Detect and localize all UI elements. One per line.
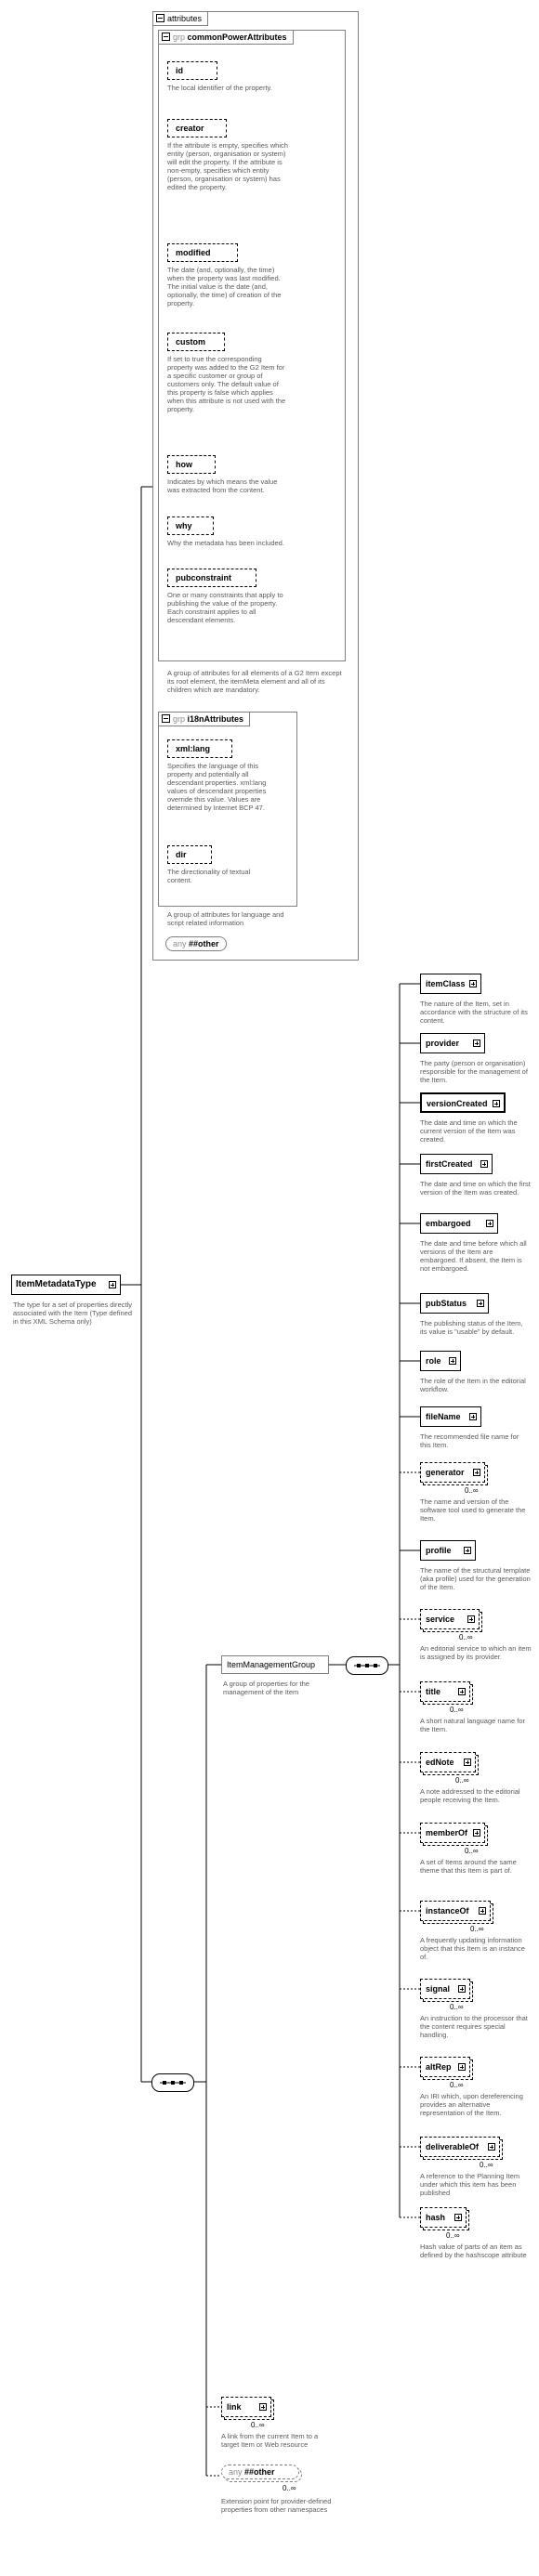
element-name: signal bbox=[426, 1984, 451, 1994]
group-name: ItemManagementGroup bbox=[227, 1660, 316, 1669]
element-signal[interactable] bbox=[420, 1979, 470, 1999]
element-name: versionCreated bbox=[427, 1099, 488, 1108]
sequence-icon bbox=[347, 1657, 388, 1674]
group-name: i18nAttributes bbox=[187, 714, 244, 724]
attribute-modified[interactable] bbox=[167, 243, 238, 262]
element-service[interactable] bbox=[420, 1609, 480, 1629]
occurrence-label: 0..∞ bbox=[455, 1776, 469, 1785]
item-management-group[interactable] bbox=[221, 1655, 329, 1674]
element-description: A reference to the Planning Item under which this item has been published bbox=[420, 2172, 520, 2197]
attribute-description: The date (and, optionally, the time) when the property was last modified. The initial value is the date (and, optionally, the time) of creation of the property. bbox=[167, 266, 282, 307]
expand-icon[interactable] bbox=[259, 2403, 267, 2411]
any-name: ##other bbox=[189, 939, 219, 948]
any-attribute[interactable] bbox=[165, 936, 227, 951]
element-memberOf[interactable] bbox=[420, 1823, 485, 1843]
expand-icon[interactable] bbox=[458, 1688, 466, 1695]
collapse-icon[interactable] bbox=[162, 33, 170, 41]
element-description: A link from the current Item to a target Item or Web resource bbox=[221, 2432, 319, 2449]
element-name: pubStatus bbox=[426, 1299, 467, 1308]
element-hash[interactable] bbox=[420, 2207, 467, 2228]
element-description: The date and time on which the current version of the Item was created. bbox=[420, 1118, 518, 1144]
occurrence-label: 0..∞ bbox=[251, 2421, 265, 2429]
occurrence-label: 0..∞ bbox=[283, 2484, 296, 2492]
element-name: provider bbox=[426, 1039, 460, 1048]
element-altRep[interactable] bbox=[420, 2057, 470, 2077]
element-description: The recommended file name for this Item. bbox=[420, 1432, 519, 1449]
occurrence-label: 0..∞ bbox=[450, 1706, 464, 1714]
element-name: hash bbox=[426, 2213, 446, 2222]
occurrence-label: 0..∞ bbox=[480, 2161, 493, 2169]
expand-icon[interactable] bbox=[469, 980, 477, 987]
group-prefix: grp bbox=[173, 33, 186, 42]
element-name: fileName bbox=[426, 1412, 461, 1421]
any-name: ##other bbox=[244, 2467, 275, 2477]
element-name: embargoed bbox=[426, 1219, 471, 1228]
expand-icon[interactable] bbox=[486, 1220, 493, 1227]
occurrence-label: 0..∞ bbox=[459, 1633, 473, 1641]
expand-icon[interactable] bbox=[473, 1040, 480, 1047]
expand-icon[interactable] bbox=[467, 1615, 475, 1623]
element-edNote[interactable] bbox=[420, 1752, 476, 1772]
collapse-icon[interactable] bbox=[156, 14, 164, 22]
element-description: A short natural language name for the Item. bbox=[420, 1717, 525, 1733]
element-description: The publishing status of the Item, its value is "usable" by default. bbox=[420, 1319, 523, 1336]
element-description: Extension point for provider-defined properties from other namespaces bbox=[221, 2497, 332, 2514]
attribute-description: If the attribute is empty, specifies which entity (person, organisation or system) will edit the property. If the attribute is non-empty, specifies which entity (person, organisation or system) has edited the property. bbox=[167, 141, 288, 191]
any-prefix: any bbox=[173, 939, 187, 948]
element-name: link bbox=[227, 2402, 242, 2412]
attribute-why[interactable] bbox=[167, 517, 214, 535]
element-name: instanceOf bbox=[426, 1906, 469, 1916]
element-versionCreated[interactable] bbox=[420, 1092, 506, 1113]
element-description: The date and time before which all versions of the Item are embargoed. If absent, the Item is not embargoed. bbox=[420, 1239, 527, 1273]
expand-icon[interactable] bbox=[480, 1160, 488, 1168]
element-itemClass[interactable] bbox=[420, 974, 481, 994]
element-name: deliverableOf bbox=[426, 2142, 480, 2151]
attribute-name: xml:lang bbox=[176, 744, 211, 753]
element-deliverableOf[interactable] bbox=[420, 2137, 500, 2157]
occurrence-label: 0..∞ bbox=[465, 1486, 479, 1495]
element-firstCreated[interactable] bbox=[420, 1154, 493, 1174]
expand-icon[interactable] bbox=[488, 2143, 495, 2151]
sequence-compositor[interactable] bbox=[151, 2073, 194, 2092]
element-title[interactable] bbox=[420, 1681, 470, 1702]
element-name: altRep bbox=[426, 2062, 452, 2072]
element-description: The nature of the Item, set in accordance with the structure of its content. bbox=[420, 1000, 528, 1025]
element-embargoed[interactable] bbox=[420, 1213, 498, 1234]
element-description: The date and time on which the first version of the Item was created. bbox=[420, 1180, 531, 1196]
element-pubStatus[interactable] bbox=[420, 1293, 489, 1314]
element-description: Hash value of parts of an item as defined by the hashscope attribute bbox=[420, 2243, 527, 2259]
occurrence-label: 0..∞ bbox=[450, 2003, 464, 2011]
element-description: An editorial service to which an item is assigned by its provider. bbox=[420, 1644, 532, 1661]
element-description: A set of Items around the same theme that this Item is part of. bbox=[420, 1858, 517, 1875]
element-description: An IRI which, upon dereferencing provides an alternative representation of the Item. bbox=[420, 2092, 523, 2117]
attribute-description: Why the metadata has been included. bbox=[167, 539, 284, 547]
attribute-pubconstraint[interactable] bbox=[167, 569, 256, 587]
element-description: A note addressed to the editorial people receiving the Item. bbox=[420, 1787, 520, 1804]
element-generator[interactable] bbox=[420, 1462, 485, 1483]
element-fileName[interactable] bbox=[420, 1406, 481, 1427]
root-description: The type for a set of properties directly associated with the Item (Type defined in this XML Schema only) bbox=[13, 1301, 132, 1326]
group-prefix: grp bbox=[173, 714, 186, 724]
element-name: generator bbox=[426, 1468, 465, 1477]
attribute-how[interactable] bbox=[167, 455, 216, 474]
element-description: An instruction to the processor that the content requires special handling. bbox=[420, 2014, 528, 2039]
expand-icon[interactable] bbox=[477, 1300, 484, 1307]
expand-icon[interactable] bbox=[458, 1985, 466, 1993]
expand-icon[interactable] bbox=[473, 1829, 480, 1837]
any-element[interactable] bbox=[221, 2465, 299, 2479]
occurrence-label: 0..∞ bbox=[450, 2081, 464, 2089]
attribute-creator[interactable] bbox=[167, 119, 227, 137]
any-prefix: any bbox=[229, 2467, 243, 2477]
sequence-compositor[interactable] bbox=[346, 1656, 388, 1675]
attribute-description: The directionality of textual content. bbox=[167, 868, 251, 884]
expand-icon[interactable] bbox=[109, 1281, 116, 1288]
element-name: role bbox=[426, 1356, 441, 1366]
attributes-header[interactable] bbox=[152, 11, 208, 26]
element-role[interactable] bbox=[420, 1351, 461, 1371]
occurrence-label: 0..∞ bbox=[470, 1925, 484, 1933]
attribute-name: why bbox=[176, 521, 192, 530]
element-instanceOf[interactable] bbox=[420, 1901, 491, 1921]
element-name: firstCreated bbox=[426, 1159, 473, 1169]
expand-icon[interactable] bbox=[473, 1469, 480, 1476]
expand-icon[interactable] bbox=[454, 2214, 462, 2221]
attribute-name: modified bbox=[176, 248, 211, 257]
expand-icon[interactable] bbox=[479, 1907, 486, 1915]
occurrence-label: 0..∞ bbox=[465, 1847, 479, 1855]
element-name: profile bbox=[426, 1546, 452, 1555]
element-provider[interactable] bbox=[420, 1033, 485, 1053]
element-name: edNote bbox=[426, 1758, 454, 1767]
attribute-xml-lang[interactable] bbox=[167, 739, 232, 758]
group-header[interactable] bbox=[158, 712, 250, 726]
group-header[interactable] bbox=[158, 30, 294, 45]
element-name: title bbox=[426, 1687, 441, 1696]
attribute-description: Specifies the language of this property and potentially all descendant properties. xml:lang values of descendant properties override this value. Values are determined by Internet BCP 47. bbox=[167, 762, 267, 812]
attribute-name: dir bbox=[176, 850, 187, 859]
element-link[interactable] bbox=[221, 2397, 271, 2417]
attribute-name: custom bbox=[176, 337, 206, 347]
root-type-box[interactable] bbox=[11, 1275, 121, 1295]
attribute-name: pubconstraint bbox=[176, 573, 231, 582]
attributes-title: attributes bbox=[167, 14, 203, 23]
expand-icon[interactable] bbox=[464, 1759, 471, 1766]
element-name: service bbox=[426, 1615, 455, 1624]
element-description: The role of the Item in the editorial workflow. bbox=[420, 1377, 526, 1393]
attribute-name: how bbox=[176, 460, 192, 469]
attribute-dir[interactable] bbox=[167, 845, 212, 864]
expand-icon[interactable] bbox=[464, 1547, 471, 1554]
expand-icon[interactable] bbox=[449, 1357, 456, 1365]
collapse-icon[interactable] bbox=[162, 714, 170, 723]
attribute-name: creator bbox=[176, 124, 204, 133]
expand-icon[interactable] bbox=[493, 1100, 500, 1107]
expand-icon[interactable] bbox=[469, 1413, 477, 1420]
element-description: The name of the structural template (aka profile) used for the generation of the Item. bbox=[420, 1566, 531, 1591]
occurrence-label: 0..∞ bbox=[446, 2231, 460, 2240]
element-description: A frequently updating information object that this Item is an instance of. bbox=[420, 1936, 525, 1961]
attribute-description: The local identifier of the property. bbox=[167, 84, 272, 92]
group-description: A group of attributes for language and script related information bbox=[167, 910, 284, 927]
expand-icon[interactable] bbox=[458, 2063, 466, 2071]
group-description: A group of attributes for all elements of a G2 Item except its root element, the itemMeta element and all of its children which are mandatory. bbox=[167, 669, 342, 694]
attribute-description: One or many constraints that apply to publishing the value of the property. Each constraint applies to all descendant elements. bbox=[167, 591, 283, 624]
group-description: A group of properties for the management of the Item bbox=[223, 1680, 309, 1696]
root-type-name: ItemMetadataType bbox=[16, 1279, 97, 1289]
group-name: commonPowerAttributes bbox=[187, 33, 287, 42]
attribute-custom[interactable] bbox=[167, 333, 225, 351]
sequence-icon bbox=[152, 2074, 193, 2091]
attribute-description: Indicates by which means the value was extracted from the content. bbox=[167, 477, 278, 494]
attribute-id[interactable] bbox=[167, 61, 217, 80]
element-name: itemClass bbox=[426, 979, 466, 988]
element-profile[interactable] bbox=[420, 1540, 476, 1561]
attribute-name: id bbox=[176, 66, 183, 75]
element-name: memberOf bbox=[426, 1828, 468, 1837]
element-description: The name and version of the software tool used to generate the Item. bbox=[420, 1497, 526, 1523]
element-description: The party (person or organisation) responsible for the management of the Item. bbox=[420, 1059, 528, 1084]
attribute-description: If set to true the corresponding property was added to the G2 Item for a specific customer or group of customers only. The default value of this property is false which applies when this attribute is not used with the property. bbox=[167, 355, 286, 413]
